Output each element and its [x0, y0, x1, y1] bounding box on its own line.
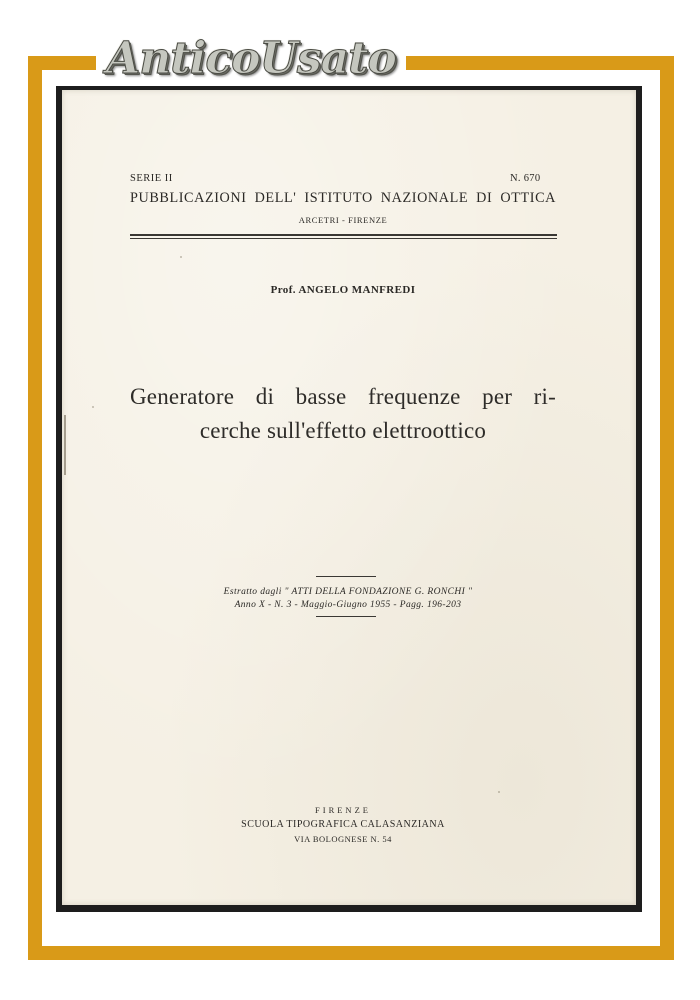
paper-speck	[498, 791, 500, 793]
title-line-2: cerche sull'effetto elettroottico	[199, 418, 487, 443]
place-label: ARCETRI - FIRENZE	[298, 215, 388, 225]
staple-mark	[64, 415, 66, 475]
logo	[96, 30, 406, 86]
document-title	[130, 380, 556, 448]
publication-title: PUBBLICAZIONI DELL' ISTITUTO NAZIONALE DI OTTICA	[130, 190, 556, 206]
logo-text: AnticoUsato	[106, 32, 396, 84]
author: Prof. ANGELO MANFREDI	[270, 284, 416, 296]
publication-number: N. 670	[510, 173, 541, 184]
extract-note	[180, 586, 516, 612]
imprint-city: FIRENZE	[315, 805, 371, 815]
extract-rule-top	[316, 576, 376, 577]
document-page	[62, 90, 636, 905]
series-label: SERIE II	[130, 173, 173, 184]
extract-line-2: Anno X - N. 3 - Maggio-Giugno 1955 - Pagg. 196-203	[234, 600, 462, 610]
paper-speck	[92, 406, 94, 408]
extract-line-1: Estratto dagli " ATTI DELLA FONDAZIONE G. RONCHI "	[223, 587, 473, 597]
paper-speck	[180, 256, 182, 258]
extract-rule-bottom	[316, 616, 376, 617]
imprint-printer: SCUOLA TIPOGRAFICA CALASANZIANA	[241, 819, 445, 830]
imprint-street: VIA BOLOGNESE N. 54	[294, 834, 392, 844]
title-line-1: Generatore di basse frequenze per ri-	[130, 384, 556, 409]
header-rule-thin	[130, 238, 557, 239]
header-rule-thick	[130, 234, 557, 236]
